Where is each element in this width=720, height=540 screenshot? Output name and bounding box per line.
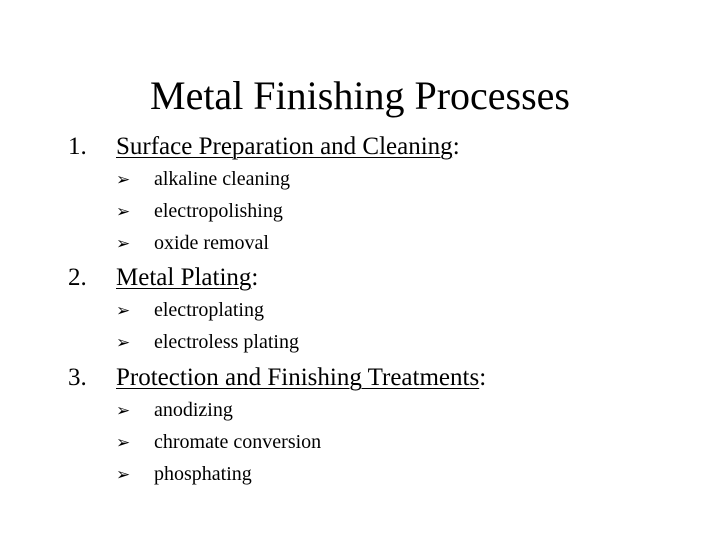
arrow-bullet-icon: ➢ — [116, 202, 131, 222]
list-item-text: electroless plating — [154, 331, 299, 353]
section-heading-2 — [68, 262, 258, 294]
section-title: Protection and Finishing Treatments — [116, 364, 480, 391]
slide-title — [0, 70, 720, 122]
section-number: 2. — [68, 264, 87, 291]
slide-title-text: Metal Finishing Processes — [150, 73, 570, 118]
list-item-text: chromate conversion — [154, 431, 322, 453]
arrow-bullet-icon: ➢ — [116, 333, 131, 353]
list-item — [116, 394, 321, 426]
list-item-text: phosphating — [154, 463, 252, 485]
list-item — [116, 326, 299, 358]
list-item — [116, 195, 290, 227]
section-3-bullet-list — [116, 394, 321, 490]
section-title: Surface Preparation and Cleaning — [116, 133, 453, 160]
section-1-bullet-list — [116, 163, 290, 259]
list-item — [116, 458, 321, 490]
section-number: 1. — [68, 133, 87, 160]
arrow-bullet-icon: ➢ — [116, 170, 131, 190]
arrow-bullet-icon: ➢ — [116, 433, 131, 453]
list-item — [116, 426, 321, 458]
arrow-bullet-icon: ➢ — [116, 465, 131, 485]
list-item-text: electroplating — [154, 299, 264, 321]
section-colon: : — [452, 133, 460, 160]
section-heading-3 — [68, 362, 486, 394]
section-2-bullet-list — [116, 294, 299, 358]
arrow-bullet-icon: ➢ — [116, 401, 131, 421]
arrow-bullet-icon: ➢ — [116, 301, 131, 321]
list-item-text: alkaline cleaning — [154, 168, 291, 190]
section-title: Metal Plating — [116, 264, 252, 291]
list-item — [116, 227, 290, 259]
list-item — [116, 294, 299, 326]
section-colon: : — [479, 364, 487, 391]
list-item-text: oxide removal — [154, 232, 269, 254]
list-item-text: electropolishing — [154, 200, 283, 222]
list-item — [116, 163, 290, 195]
section-number: 3. — [68, 364, 87, 391]
list-item-text: anodizing — [154, 399, 233, 421]
section-heading-1 — [68, 131, 460, 163]
arrow-bullet-icon: ➢ — [116, 234, 131, 254]
section-colon: : — [251, 264, 259, 291]
